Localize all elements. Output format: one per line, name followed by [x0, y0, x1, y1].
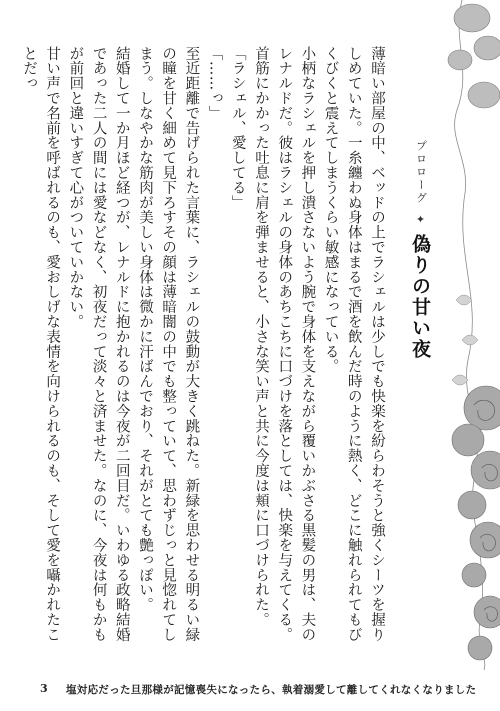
- chapter-label: プロローグ: [414, 140, 428, 205]
- chapter-heading: [407, 140, 447, 360]
- ornament-separator: ✦: [414, 213, 427, 226]
- dialogue-line: 「ラシェル、愛してる」: [229, 46, 246, 210]
- page-number: 3: [40, 682, 48, 695]
- main-text: [20, 46, 388, 644]
- dialogue-line: 「……っ」: [206, 46, 223, 121]
- paragraph: 小柄なラシェルを押し潰さないよう腕で身体を支えながら覆いかぶさる黒髪の男は、夫のレナルドだ。彼はラシェルの身体のあちこちに口づけを落としては、快楽を与えてくる。: [276, 46, 316, 642]
- paragraph: 薄暗い部屋の中、ベッドの上でラシェルは少しでも快楽を紛らわそうと強くシーツを握りしめていた。一糸纏わぬ身体はまるで酒を飲んだ時のように熱く、どこに触れられてもびくびくと震えてしまうくらい敏感になっている。: [322, 46, 385, 642]
- chapter-title: 偽りの甘い夜: [409, 234, 431, 360]
- running-title: 塩対応だった旦那様が記憶喪失になったら、執着溺愛して離してくれなくなりました: [66, 684, 477, 696]
- paragraph: 至近距離で告げられた言葉に、ラシェルの鼓動が大きく跳ねた。新緑を思わせる明るい緑の瞳を甘く細めて見下ろすその顔は薄暗闇の中でも整っていて、思わずじっと見惚れてしまう。しなやかな筋肉が美しい身体は微かに汗ばんでおり、それがとても艶っぽい。: [136, 46, 200, 642]
- paragraph: 甘い声で名前を呼ばれるのも、愛おしげな表情を向けられるのも、そして愛を囁かれたことだっ: [20, 46, 61, 642]
- paragraph: 結婚して一か月ほど経つが、レナルドに抱かれるのは今夜が二回目だ。いわゆる政略結婚であった二人の間には愛などなく、初夜だって淡々と済ませた。なのに、今夜は何もかもが前回と違いすぎて心がついていかない。: [67, 46, 130, 642]
- paragraph: 首筋にかかった吐息に肩を弾ませると、小さな笑い声と共に今度は頬に口づけられた。: [252, 46, 269, 628]
- page-footer: [0, 682, 500, 698]
